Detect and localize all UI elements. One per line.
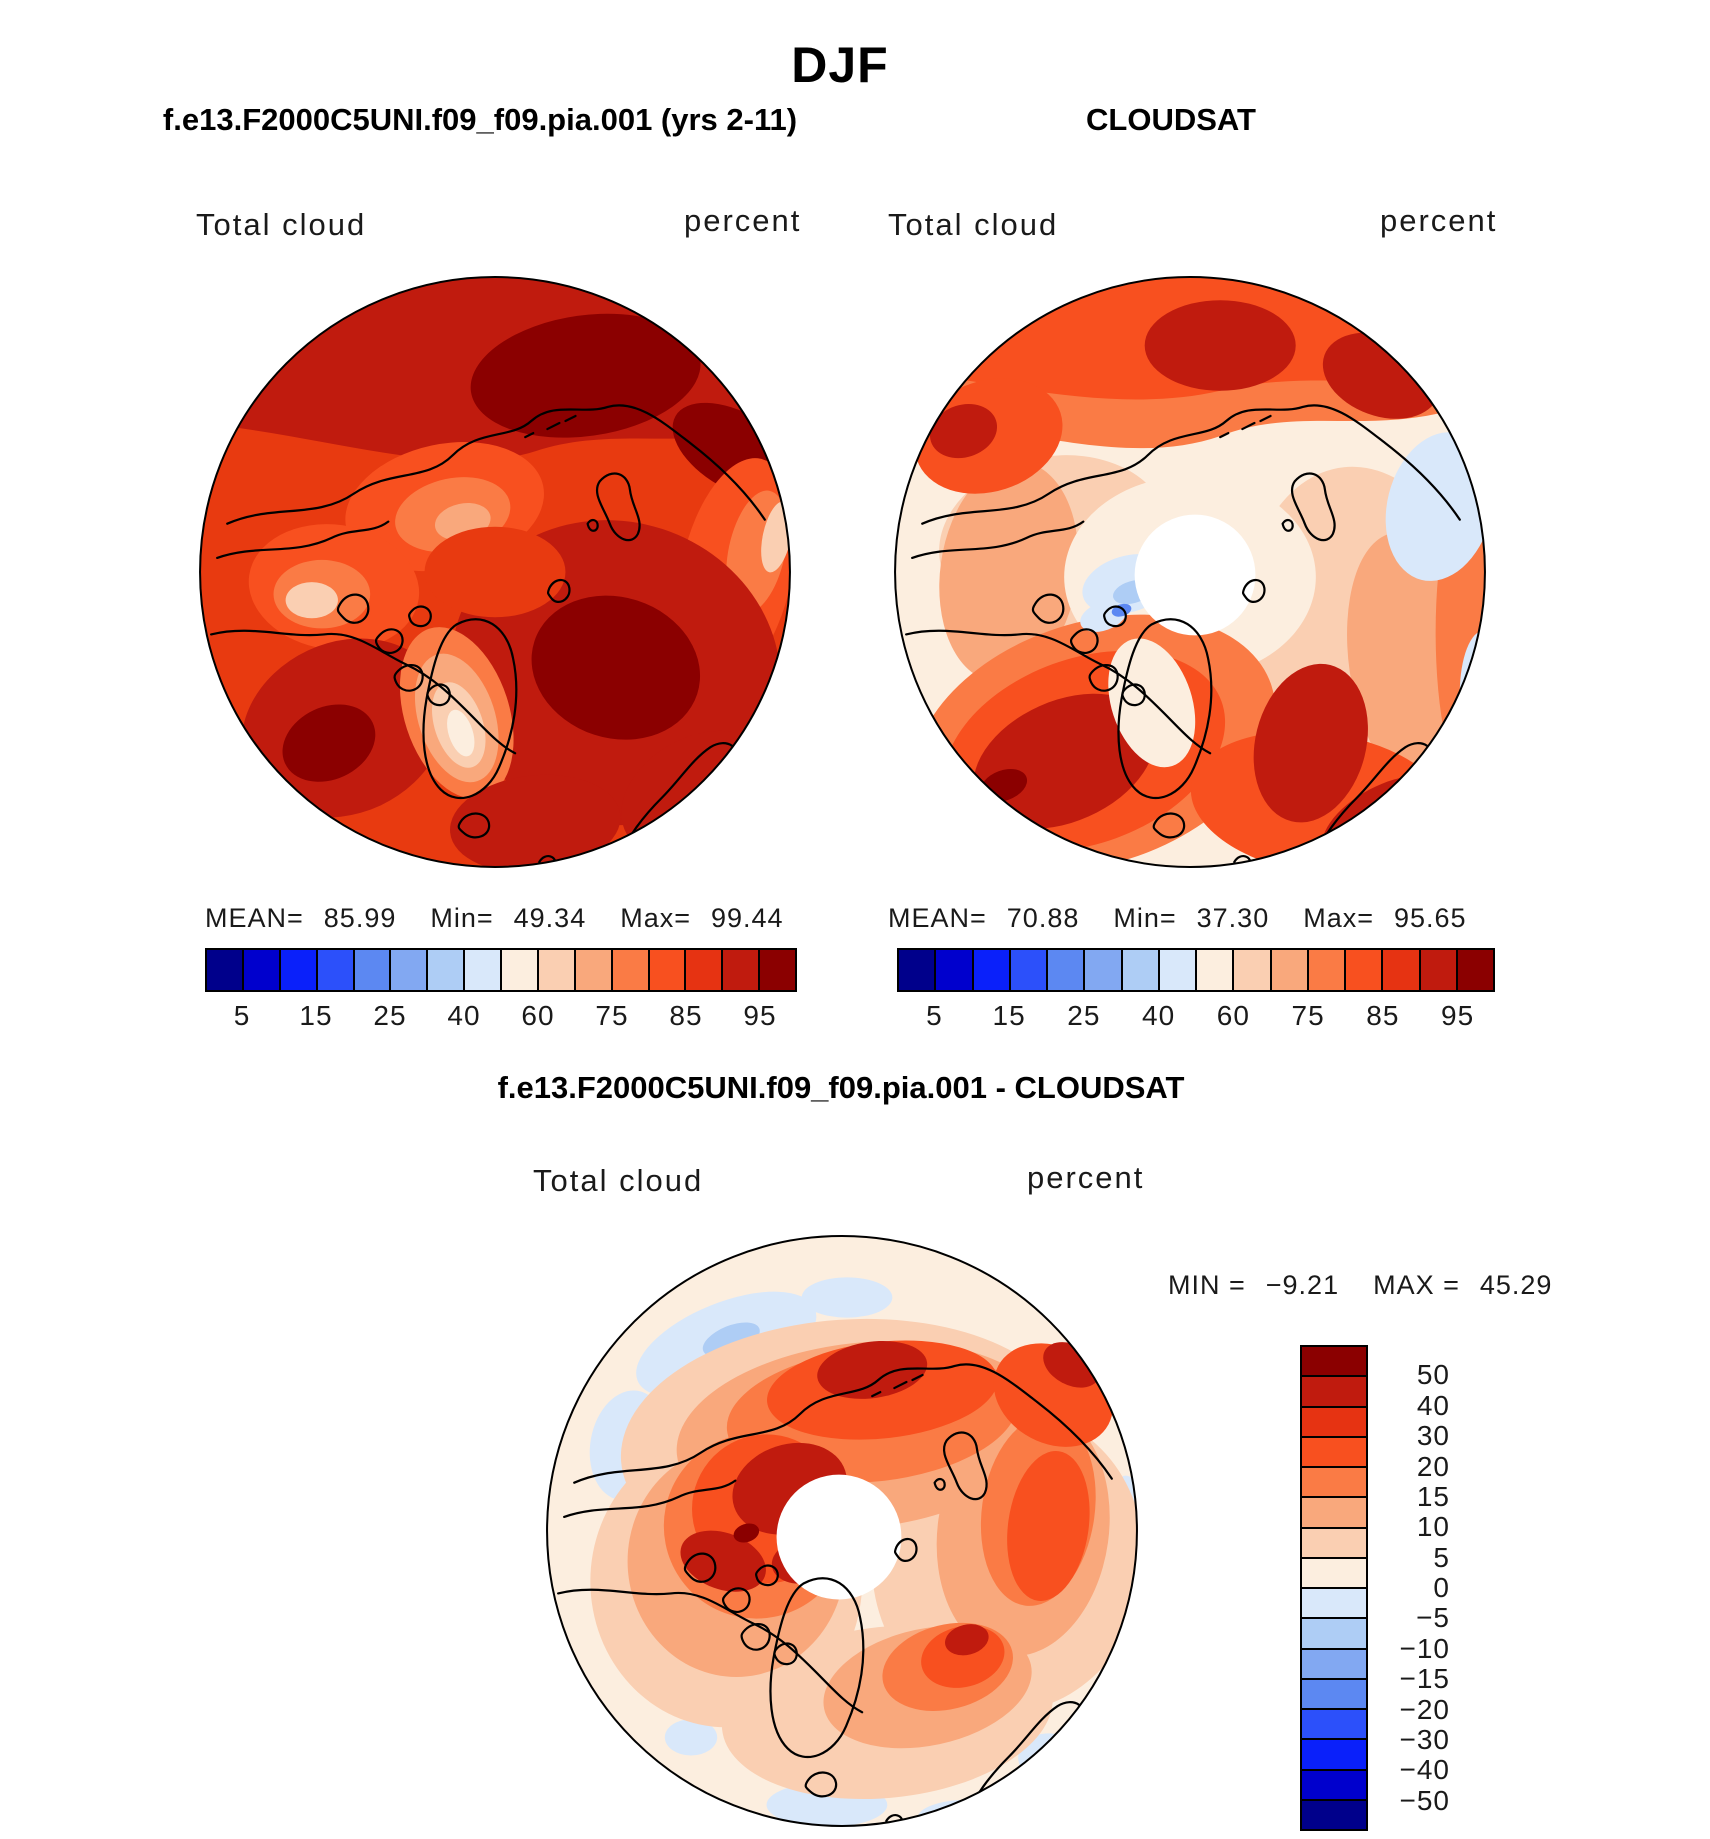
obs-mean-label: MEAN= bbox=[888, 903, 987, 933]
colorbar-tick-label: 30 bbox=[1416, 1420, 1450, 1452]
obs-mean-value: 70.88 bbox=[1006, 903, 1080, 933]
colorbar-cell bbox=[1302, 1680, 1366, 1710]
colorbar-cell bbox=[1011, 950, 1048, 990]
diff-min-label: MIN = bbox=[1168, 1270, 1246, 1300]
colorbar-tick-label: 15 bbox=[1416, 1480, 1450, 1512]
colorbar-cell bbox=[244, 950, 281, 990]
colorbar-cell bbox=[1302, 1801, 1366, 1829]
colorbar-tick-label: 50 bbox=[1416, 1359, 1450, 1391]
colorbar-cell bbox=[1302, 1740, 1366, 1770]
obs-colorbar bbox=[897, 948, 1495, 992]
colorbar-tick-label: 0 bbox=[1433, 1572, 1450, 1603]
colorbar-cell bbox=[1302, 1619, 1366, 1649]
colorbar-tick-label: 5 bbox=[926, 1000, 943, 1031]
obs-map bbox=[888, 270, 1492, 874]
colorbar-cell bbox=[1302, 1650, 1366, 1680]
diff-map bbox=[540, 1229, 1144, 1833]
colorbar-tick-label: 40 bbox=[447, 1000, 481, 1031]
colorbar-cell bbox=[207, 950, 244, 990]
obs-panel-title: CLOUDSAT bbox=[1086, 102, 1256, 137]
colorbar-cell bbox=[899, 950, 936, 990]
obs-variable-label: Total cloud bbox=[888, 207, 1059, 242]
model-colorbar-ticks bbox=[205, 1000, 797, 1036]
diff-max-label: MAX = bbox=[1373, 1270, 1460, 1300]
colorbar-cell bbox=[1272, 950, 1309, 990]
colorbar-cell bbox=[686, 950, 723, 990]
colorbar-tick-label: 5 bbox=[233, 1000, 251, 1031]
obs-max-value: 95.65 bbox=[1394, 903, 1467, 933]
colorbar-tick-label: 25 bbox=[373, 1000, 407, 1031]
model-max-value: 99.44 bbox=[711, 903, 784, 933]
model-map bbox=[193, 270, 797, 874]
colorbar-tick-label: 15 bbox=[299, 1000, 333, 1031]
colorbar-cell bbox=[650, 950, 687, 990]
colorbar-cell bbox=[723, 950, 760, 990]
model-mean-value: 85.99 bbox=[323, 903, 397, 933]
model-panel-title: f.e13.F2000C5UNI.f09_f09.pia.001 (yrs 2-11) bbox=[162, 102, 798, 137]
colorbar-cell bbox=[1085, 950, 1122, 990]
colorbar-cell bbox=[539, 950, 576, 990]
model-min-label: Min= bbox=[430, 903, 494, 933]
colorbar-cell bbox=[1302, 1771, 1366, 1801]
colorbar-cell bbox=[1234, 950, 1271, 990]
diff-units-label: percent bbox=[1027, 1160, 1145, 1195]
obs-colorbar-ticks bbox=[897, 1000, 1495, 1036]
colorbar-cell bbox=[465, 950, 502, 990]
colorbar-cell bbox=[1421, 950, 1458, 990]
colorbar-cell bbox=[1458, 950, 1493, 990]
colorbar-tick-label: 15 bbox=[992, 1000, 1026, 1031]
colorbar-tick-label: 75 bbox=[595, 1000, 629, 1031]
model-stats-row bbox=[205, 903, 784, 934]
diff-variable-label: Total cloud bbox=[533, 1163, 704, 1198]
colorbar-cell bbox=[1302, 1710, 1366, 1740]
colorbar-tick-label: 85 bbox=[1366, 1000, 1400, 1031]
model-mean-label: MEAN= bbox=[205, 903, 304, 933]
colorbar-tick-label: 40 bbox=[1416, 1389, 1450, 1421]
colorbar-tick-label: −10 bbox=[1399, 1632, 1450, 1664]
colorbar-cell bbox=[318, 950, 355, 990]
colorbar-tick-label: 75 bbox=[1291, 1000, 1325, 1031]
colorbar-cell bbox=[576, 950, 613, 990]
colorbar-cell bbox=[1383, 950, 1420, 990]
colorbar-cell bbox=[1302, 1347, 1366, 1377]
colorbar-cell bbox=[355, 950, 392, 990]
colorbar-cell bbox=[974, 950, 1011, 990]
model-variable-label: Total cloud bbox=[196, 207, 367, 242]
season-title: DJF bbox=[791, 37, 889, 93]
colorbar-cell bbox=[760, 950, 795, 990]
diff-panel-title: f.e13.F2000C5UNI.f09_f09.pia.001 - CLOUDSAT bbox=[497, 1070, 1185, 1105]
colorbar-tick-label: −30 bbox=[1399, 1723, 1450, 1755]
obs-max-label: Max= bbox=[1303, 903, 1374, 933]
colorbar-tick-label: 20 bbox=[1416, 1450, 1450, 1482]
colorbar-cell bbox=[1302, 1589, 1366, 1619]
colorbar-cell bbox=[281, 950, 318, 990]
colorbar-cell bbox=[1302, 1529, 1366, 1559]
model-units-label: percent bbox=[684, 203, 802, 238]
colorbar-cell bbox=[391, 950, 428, 990]
obs-min-label: Min= bbox=[1113, 903, 1177, 933]
colorbar-tick-label: −50 bbox=[1399, 1784, 1450, 1816]
diff-stats-row bbox=[1168, 1270, 1552, 1301]
colorbar-tick-label: 5 bbox=[1433, 1541, 1450, 1573]
colorbar-cell bbox=[502, 950, 539, 990]
diff-colorbar-ticks bbox=[1376, 1345, 1450, 1831]
colorbar-cell bbox=[1302, 1559, 1366, 1589]
colorbar-cell bbox=[1302, 1438, 1366, 1468]
colorbar-cell bbox=[1302, 1468, 1366, 1498]
colorbar-tick-label: −5 bbox=[1416, 1602, 1450, 1634]
colorbar-cell bbox=[1309, 950, 1346, 990]
colorbar-tick-label: −20 bbox=[1399, 1693, 1450, 1725]
colorbar-cell bbox=[1302, 1377, 1366, 1407]
model-max-label: Max= bbox=[620, 903, 691, 933]
colorbar-tick-label: 40 bbox=[1142, 1000, 1176, 1031]
colorbar-tick-label: −40 bbox=[1399, 1754, 1450, 1786]
colorbar-tick-label: 95 bbox=[743, 1000, 777, 1031]
diff-min-value: −9.21 bbox=[1265, 1270, 1340, 1300]
colorbar-tick-label: 95 bbox=[1441, 1000, 1475, 1031]
colorbar-cell bbox=[1197, 950, 1234, 990]
colorbar-tick-label: −15 bbox=[1399, 1663, 1450, 1695]
colorbar-cell bbox=[1302, 1498, 1366, 1528]
obs-min-value: 37.30 bbox=[1196, 903, 1270, 933]
colorbar-tick-label: 25 bbox=[1067, 1000, 1101, 1031]
obs-units-label: percent bbox=[1380, 203, 1498, 238]
diff-max-value: 45.29 bbox=[1479, 1270, 1553, 1300]
colorbar-cell bbox=[1346, 950, 1383, 990]
colorbar-cell bbox=[936, 950, 973, 990]
colorbar-cell bbox=[1123, 950, 1160, 990]
colorbar-cell bbox=[613, 950, 650, 990]
obs-stats-row bbox=[888, 903, 1467, 934]
colorbar-tick-label: 85 bbox=[669, 1000, 703, 1031]
colorbar-cell bbox=[428, 950, 465, 990]
colorbar-cell bbox=[1048, 950, 1085, 990]
colorbar-tick-label: 10 bbox=[1416, 1511, 1450, 1543]
colorbar-cell bbox=[1160, 950, 1197, 990]
model-min-value: 49.34 bbox=[513, 903, 587, 933]
colorbar-tick-label: 60 bbox=[521, 1000, 555, 1031]
model-colorbar bbox=[205, 948, 797, 992]
diff-colorbar bbox=[1300, 1345, 1368, 1831]
colorbar-cell bbox=[1302, 1408, 1366, 1438]
colorbar-tick-label: 60 bbox=[1216, 1000, 1250, 1031]
